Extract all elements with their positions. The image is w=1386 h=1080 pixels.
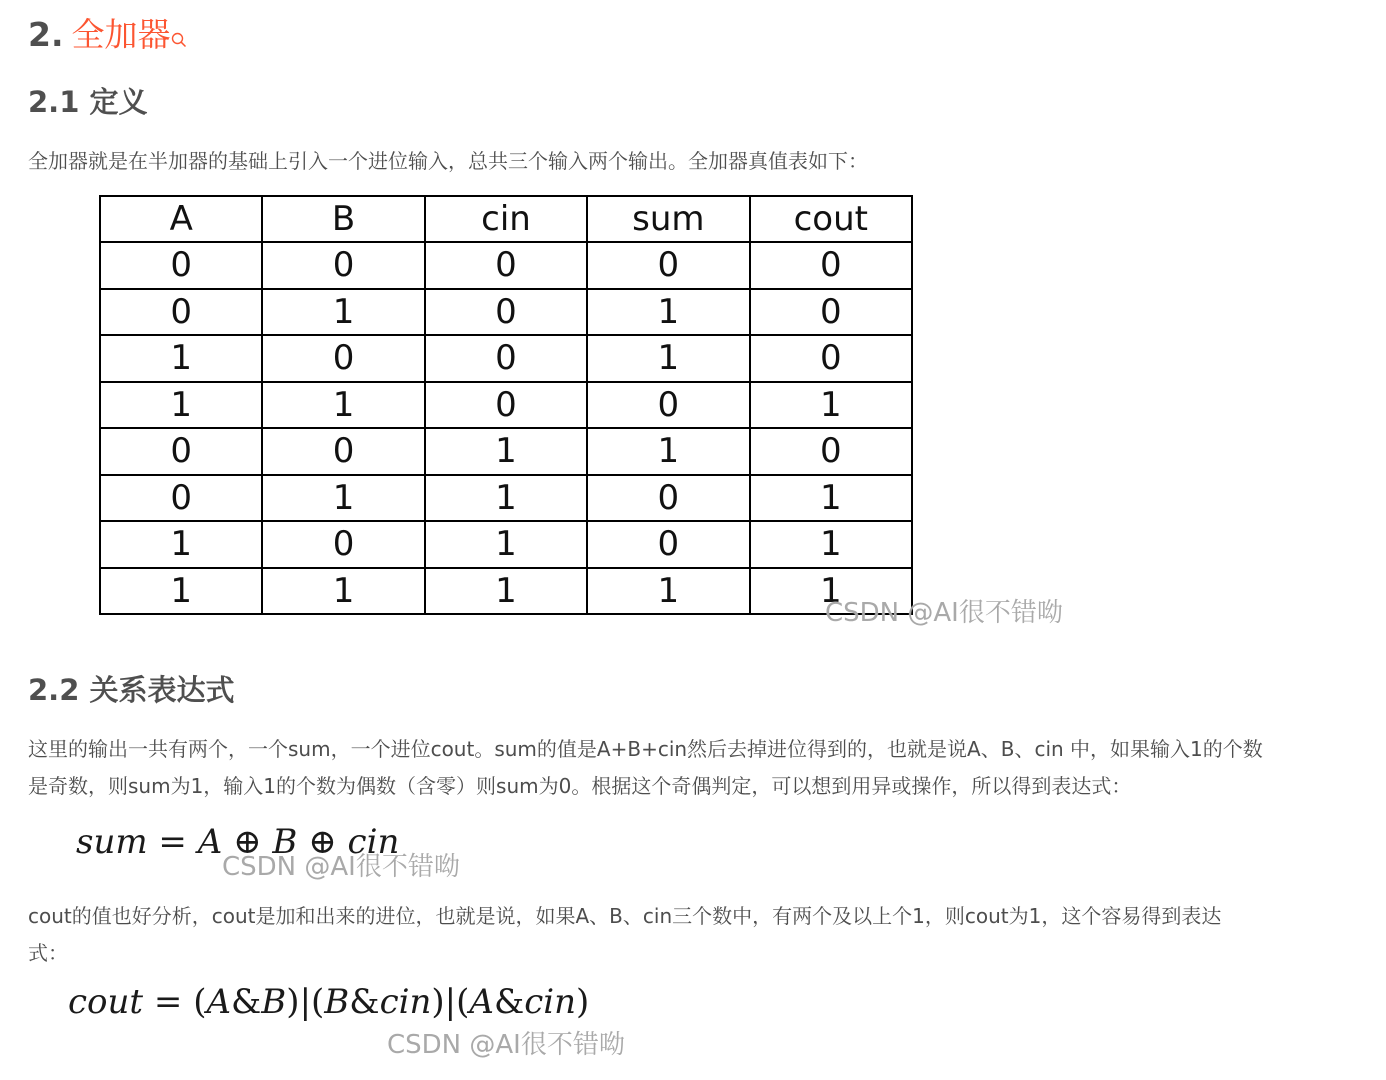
watermark: CSDN @AI很不错呦 [222,852,460,882]
keyword-link-full-adder[interactable]: 全加器 [71,15,171,54]
table-cell: 1 [100,568,262,615]
table-row [100,475,912,522]
table-cell: 1 [425,475,587,522]
expression-paragraph-line2: 是奇数，则sum为1，输入1的个数为偶数（含零）则sum为0。根据这个奇偶判定，可以想到用异或操作，所以得到表达式： [28,774,1132,798]
table-cell: 1 [262,382,424,429]
or-operator: | [444,982,457,1022]
section-heading [28,12,185,58]
watermark: CSDN @AI很不错呦 [387,1030,625,1060]
expression-paragraph-line1: 这里的输出一共有两个，一个sum，一个进位cout。sum的值是A+B+cin然后去掉进位得到的，也就是说A、B、cin 中，如果输入1的个数 [28,737,1263,761]
table-row [100,382,912,429]
table-header-cell: B [262,196,424,242]
or-operator: | [299,982,312,1022]
definition-paragraph: 全加器就是在半加器的基础上引入一个进位输入，总共三个输入两个输出。全加器真值表如下： [28,149,868,173]
and-operator: & [493,982,525,1022]
paren: ( [311,982,325,1022]
xor-operator: ⊕ [233,822,262,862]
table-cell: 1 [587,289,749,336]
table-cell: 0 [262,521,424,568]
table-header-cell: sum [587,196,749,242]
search-icon[interactable] [171,14,185,28]
table-row [100,428,912,475]
table-header-cell: cout [750,196,912,242]
table-cell: 1 [750,568,912,615]
table-cell: 1 [425,428,587,475]
formula-operator: = [153,982,183,1022]
and-operator: & [349,982,380,1022]
formula-cout [68,982,589,1022]
table-row [100,242,912,289]
table-cell: 0 [425,242,587,289]
table-cell: 1 [100,335,262,382]
table-cell: 0 [425,289,587,336]
table-header-cell: A [100,196,262,242]
table-cell: 0 [100,475,262,522]
formula-term: A [197,822,223,862]
formula-term: cout [68,982,144,1022]
section-number: 2. [28,15,64,54]
table-cell: 1 [262,568,424,615]
table-cell: 1 [262,289,424,336]
table-cell: 1 [587,428,749,475]
table-row [100,335,912,382]
and-operator: & [231,982,262,1022]
cout-paragraph-line1: cout的值也好分析，cout是加和出来的进位，也就是说，如果A、B、cin三个数中，有两个及以上个1，则cout为1，这个容易得到表达 [28,904,1222,928]
paren: ) [286,982,300,1022]
formula-term: A [469,982,494,1022]
table-cell: 0 [262,242,424,289]
table-cell: 1 [425,568,587,615]
table-row [100,568,912,615]
table-cell: 0 [100,289,262,336]
paren: ) [576,982,590,1022]
table-header-row [100,196,912,242]
table-row [100,521,912,568]
subheading-definition: 2.1 定义 [28,85,148,119]
truth-table-image [99,195,913,615]
table-cell: 1 [100,382,262,429]
table-cell: 1 [100,521,262,568]
table-cell: 1 [262,475,424,522]
subheading-expression: 2.2 关系表达式 [28,673,235,707]
table-cell: 0 [587,475,749,522]
table-cell: 0 [100,428,262,475]
table-cell: 0 [587,382,749,429]
table-cell: 0 [100,242,262,289]
table-cell: 0 [750,428,912,475]
formula-term: A [206,982,232,1022]
table-row [100,289,912,336]
table-header-cell: cin [425,196,587,242]
table-cell: 0 [425,382,587,429]
formula-term: B [261,982,287,1022]
table-cell: 0 [750,289,912,336]
formula-term: cin [347,822,400,862]
table-cell: 0 [262,428,424,475]
table-cell: 0 [750,242,912,289]
table-cell: 0 [587,521,749,568]
formula-term: B [324,982,350,1022]
watermark: CSDN @AI很不错呦 [825,598,1063,628]
table-cell: 0 [750,335,912,382]
table-cell: 1 [587,335,749,382]
table-cell: 1 [750,475,912,522]
table-cell: 1 [750,382,912,429]
table-cell: 1 [425,521,587,568]
table-cell: 0 [262,335,424,382]
formula-term: cin [379,982,432,1022]
table-cell: 0 [587,242,749,289]
paren: ( [193,982,207,1022]
paren: ( [456,982,470,1022]
formula-term: sum [76,822,148,862]
table-cell: 1 [587,568,749,615]
cout-paragraph-line2: 式： [28,941,68,965]
formula-term: B [272,822,298,862]
formula-operator: = [158,822,187,862]
xor-operator: ⊕ [308,822,337,862]
table-cell: 1 [750,521,912,568]
formula-term: cin [524,982,577,1022]
paren: ) [431,982,445,1022]
table-cell: 0 [425,335,587,382]
